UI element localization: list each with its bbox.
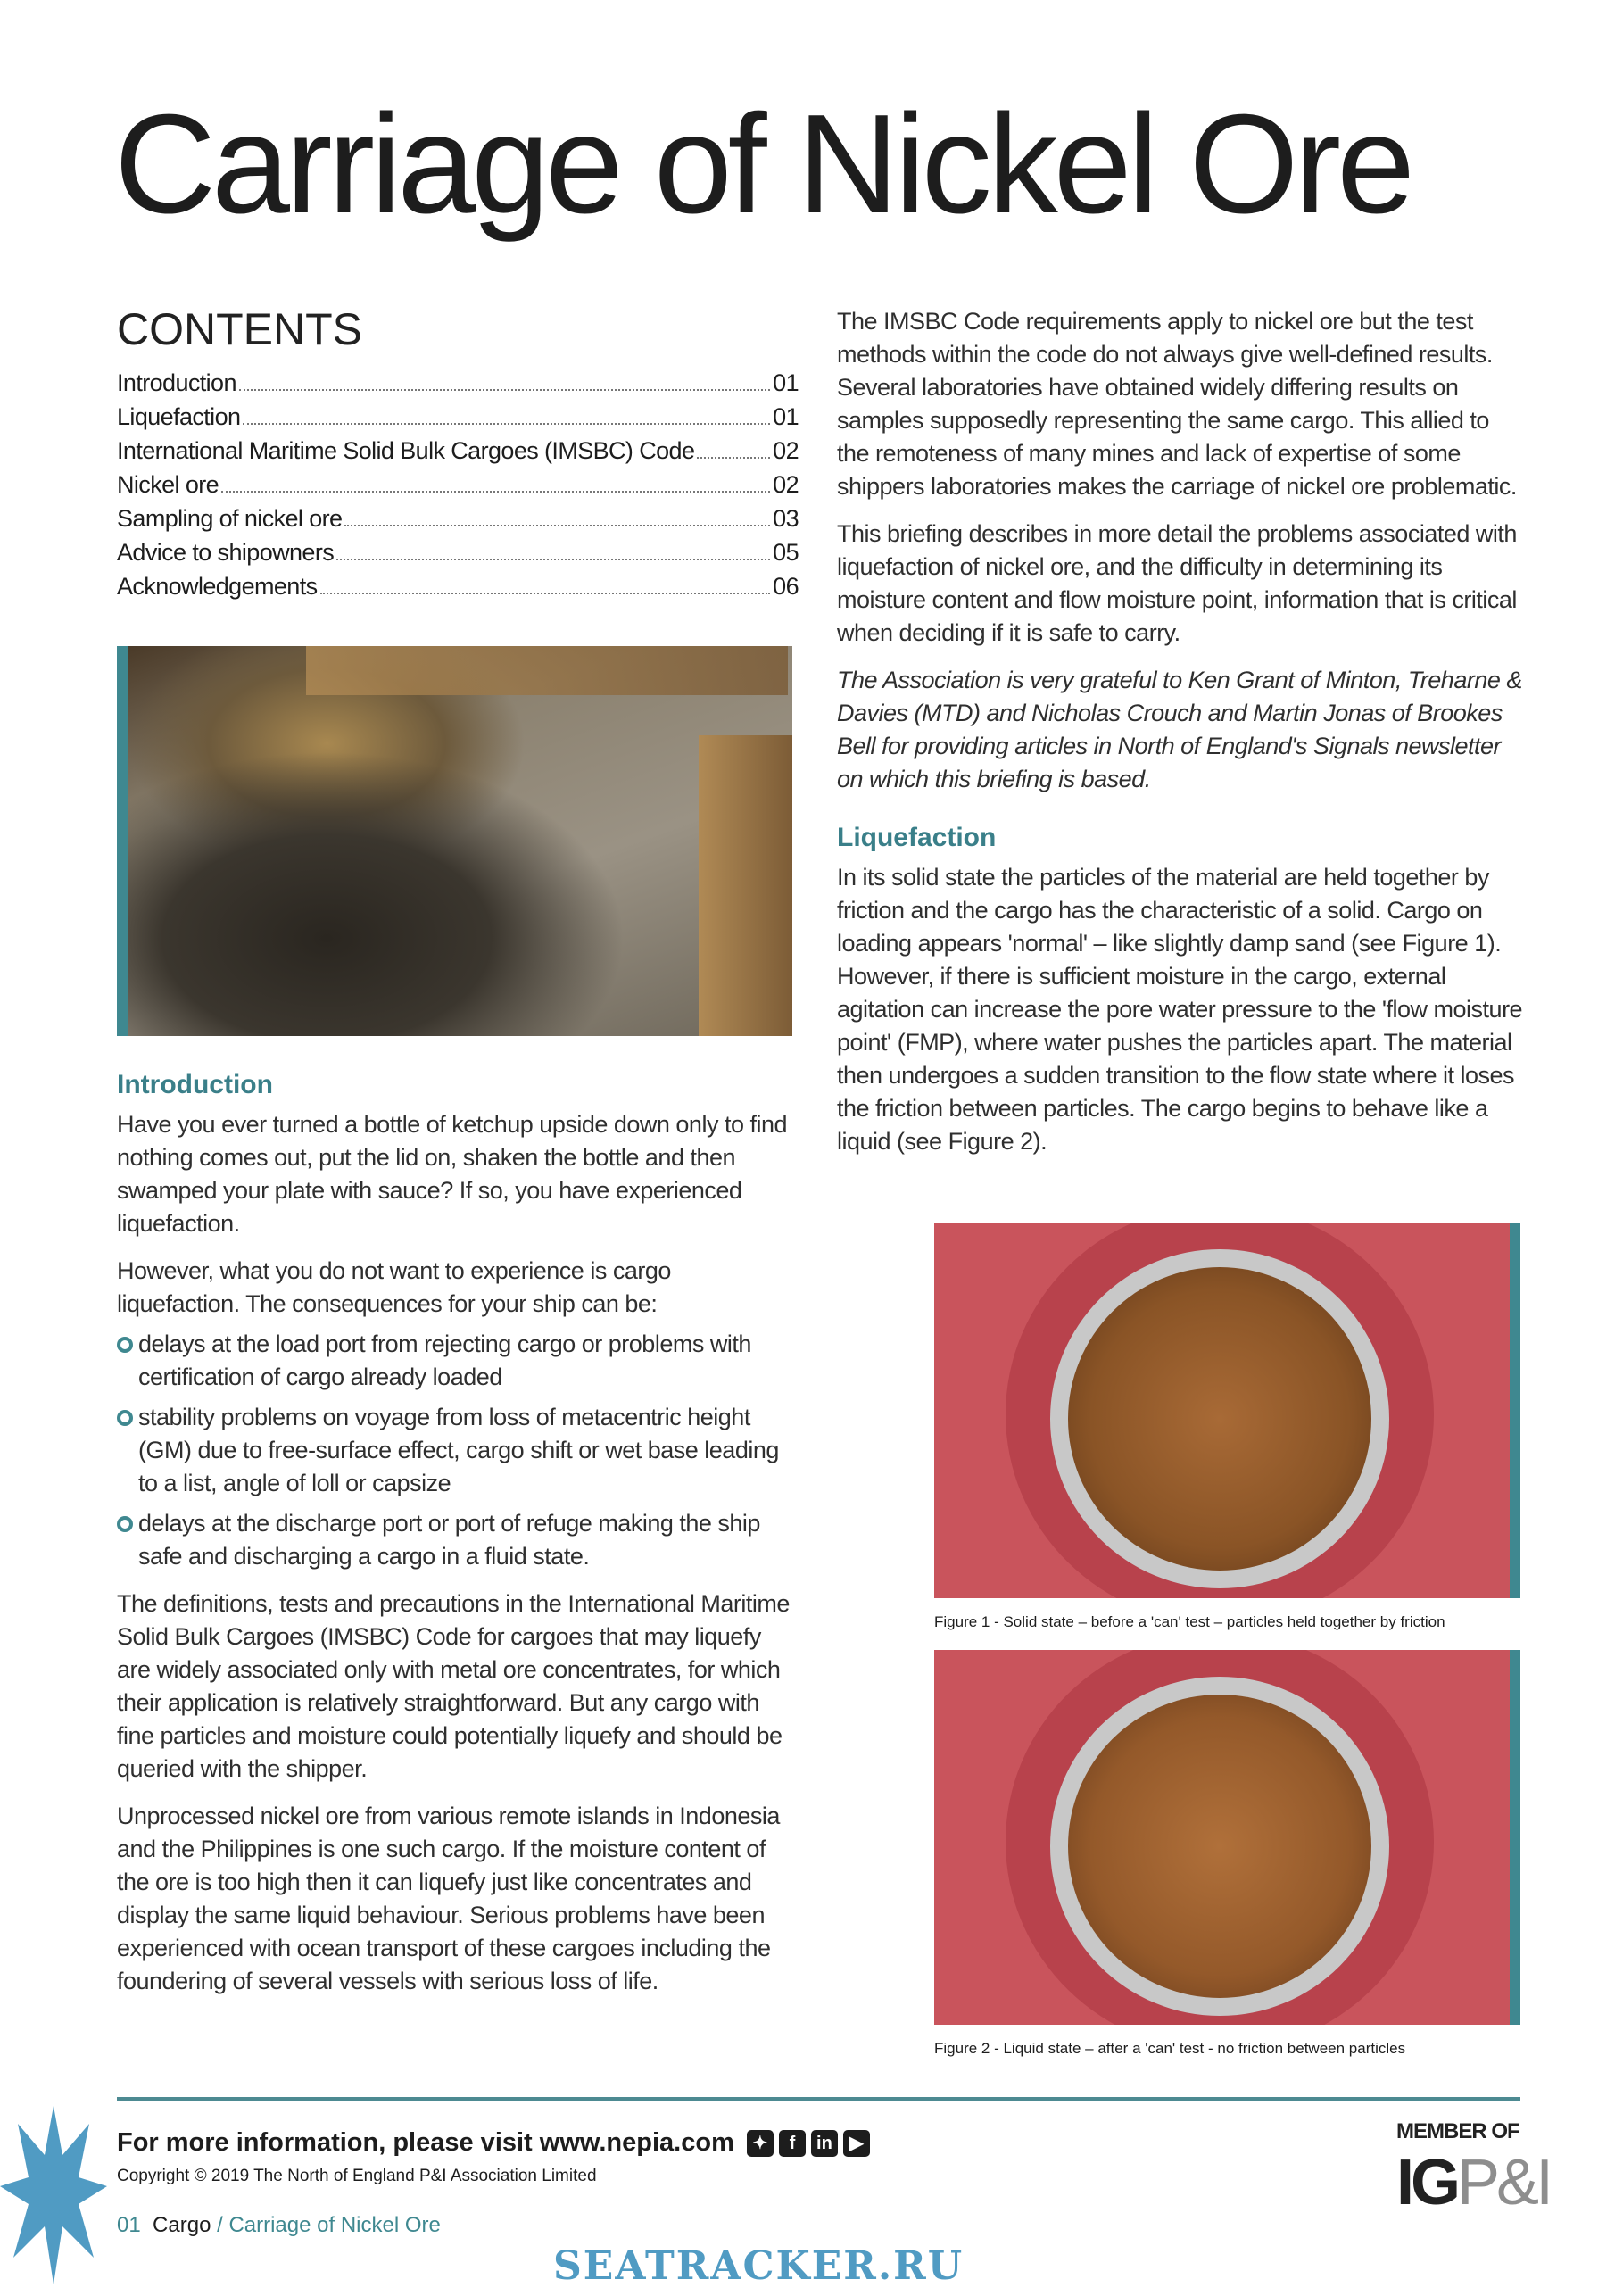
paragraph: In its solid state the particles of the material are held together by friction and the cargo has the characteristic of a solid. Cargo on loading appears 'normal' – like slightly damp sand (see Figure 1). However, if there is sufficient moisture in the cargo, external agitation can increase the pore water pressure to the 'flow moisture point' (FMP), where water pushes the particles apart. The material then undergoes a sudden transition to the flow state where it loses the friction between particles. The cargo begins to behave like a liquid (see Figure 2). bbox=[837, 864, 1523, 1155]
bullet-text: stability problems on voyage from loss of metacentric height (GM) due to free-surface effect, cargo shift or wet base leading to a list, angle of loll or capsize bbox=[138, 1404, 779, 1496]
toc-label: Sampling of nickel ore bbox=[117, 505, 343, 532]
bullet-item bbox=[117, 1401, 795, 1500]
page-reference bbox=[117, 2213, 441, 2238]
copyright: Copyright © 2019 The North of England P&I Association Limited bbox=[117, 2167, 597, 2185]
table-of-contents bbox=[117, 366, 799, 603]
toc-item[interactable] bbox=[117, 366, 799, 400]
toc-label: Introduction bbox=[117, 369, 236, 396]
youtube-icon[interactable]: ▶ bbox=[843, 2130, 870, 2157]
member-of-label: MEMBER OF bbox=[1396, 2119, 1519, 2143]
toc-label: International Maritime Solid Bulk Cargoes (IMSBC) Code bbox=[117, 437, 695, 464]
toc-page: 01 bbox=[773, 369, 799, 396]
toc-label: Liquefaction bbox=[117, 403, 241, 430]
toc-item[interactable] bbox=[117, 535, 799, 569]
toc-page: 02 bbox=[773, 437, 799, 464]
bullet-icon bbox=[117, 1337, 133, 1353]
bullet-item bbox=[117, 1328, 795, 1394]
hold-wall bbox=[699, 735, 792, 1036]
contents-heading: CONTENTS bbox=[117, 304, 362, 354]
pi-logo-text: P&I bbox=[1457, 2147, 1551, 2218]
page-number: 01 bbox=[117, 2213, 141, 2237]
paragraph: However, what you do not want to experience is cargo liquefaction. The consequences for your ship can be: bbox=[117, 1257, 671, 1317]
introduction-section bbox=[117, 1068, 795, 2012]
ore-sample bbox=[1068, 1267, 1371, 1571]
toc-label: Acknowledgements bbox=[117, 573, 318, 600]
watermark-star-icon bbox=[0, 2106, 107, 2284]
igpi-logo bbox=[1396, 2147, 1551, 2218]
watermark: SEATRACKER.RU bbox=[553, 2243, 965, 2289]
paragraph: Have you ever turned a bottle of ketchup upside down only to find nothing comes out, put the lid on, shaken the bottle and then swamped your plate with sauce? If so, you have experienced liquefaction. bbox=[117, 1111, 788, 1237]
toc-item[interactable] bbox=[117, 501, 799, 535]
toc-label: Advice to shipowners bbox=[117, 539, 335, 566]
paragraph: The definitions, tests and precautions in the International Maritime Solid Bulk Cargoes (IMSBC) Code for cargoes that may liquefy are widely associated only with metal ore concentrates, for which their application is relatively straightforward. But any cargo with fine particles and moisture could potentially liquefy and should be queried with the shipper. bbox=[117, 1590, 790, 1782]
toc-leader bbox=[336, 559, 770, 560]
toc-page: 06 bbox=[773, 573, 799, 600]
document-name: Carriage of Nickel Ore bbox=[228, 2213, 441, 2237]
toc-leader bbox=[344, 525, 770, 526]
paragraph: Unprocessed nickel ore from various remote islands in Indonesia and the Philippines is one such cargo. If the moisture content of the ore is too high then it can liquefy just like concentrates and display the same liquid behaviour. Serious problems have been experienced with ocean transport of these cargoes including the foundering of several vessels with serious loss of life. bbox=[117, 1803, 780, 1994]
bullet-icon bbox=[117, 1516, 133, 1532]
liquefaction-heading: Liquefaction bbox=[837, 823, 997, 852]
website-link[interactable]: For more information, please visit www.nepia.com bbox=[117, 2128, 734, 2157]
facebook-icon[interactable]: f bbox=[779, 2130, 806, 2157]
toc-page: 02 bbox=[773, 471, 799, 498]
toc-leader bbox=[243, 423, 770, 425]
toc-leader bbox=[697, 457, 770, 459]
figure-2-photo bbox=[934, 1650, 1520, 2025]
figure-2-caption: Figure 2 - Liquid state – after a 'can' test - no friction between particles bbox=[934, 2040, 1406, 2057]
paragraph: This briefing describes in more detail the problems associated with liquefaction of nickel ore, and the difficulty in determining its moisture content and flow moisture point, information that is critical when deciding if it is safe to carry. bbox=[837, 520, 1517, 646]
toc-item[interactable] bbox=[117, 434, 799, 468]
linkedin-icon[interactable]: in bbox=[811, 2130, 838, 2157]
footer-info bbox=[117, 2128, 870, 2158]
toc-leader bbox=[320, 593, 771, 594]
footer-divider bbox=[117, 2097, 1520, 2101]
toc-leader bbox=[221, 491, 770, 493]
ig-logo-text: IG bbox=[1396, 2147, 1458, 2218]
cargo-hold-photo bbox=[117, 646, 792, 1036]
bullet-icon bbox=[117, 1410, 133, 1426]
toc-item[interactable] bbox=[117, 569, 799, 603]
introduction-heading: Introduction bbox=[117, 1070, 273, 1099]
page-title: Carriage of Nickel Ore bbox=[114, 86, 1411, 243]
acknowledgement-paragraph: The Association is very grateful to Ken Grant of Minton, Treharne & Davies (MTD) and Nicholas Crouch and Martin Jonas of Brookes Bell for providing articles in North of England's Signals newsletter on which this briefing is based. bbox=[837, 667, 1522, 792]
toc-label: Nickel ore bbox=[117, 471, 219, 498]
separator: / bbox=[217, 2213, 223, 2237]
figure-1-photo bbox=[934, 1223, 1520, 1598]
hold-wall bbox=[306, 646, 788, 695]
right-column bbox=[837, 305, 1524, 1173]
ore-sample bbox=[1068, 1695, 1371, 1998]
twitter-icon[interactable]: ✦ bbox=[747, 2130, 774, 2157]
section-name: Cargo bbox=[153, 2213, 211, 2237]
toc-item[interactable] bbox=[117, 400, 799, 434]
bullet-text: delays at the load port from rejecting cargo or problems with certification of cargo already loaded bbox=[138, 1330, 751, 1390]
bullet-item bbox=[117, 1507, 795, 1573]
toc-leader bbox=[239, 389, 770, 391]
toc-page: 01 bbox=[773, 403, 799, 430]
figure-1-caption: Figure 1 - Solid state – before a 'can' test – particles held together by friction bbox=[934, 1613, 1445, 1630]
toc-page: 03 bbox=[773, 505, 799, 532]
toc-page: 05 bbox=[773, 539, 799, 566]
paragraph: The IMSBC Code requirements apply to nickel ore but the test methods within the code do not always give well-defined results. Several laboratories have obtained widely differing results on samples supposedly representing the same cargo. This allied to the remoteness of many mines and lack of expertise of some shippers laboratories makes the carriage of nickel ore problematic. bbox=[837, 308, 1517, 500]
toc-item[interactable] bbox=[117, 468, 799, 501]
bullet-text: delays at the discharge port or port of refuge making the ship safe and discharging a cargo in a fluid state. bbox=[138, 1510, 760, 1570]
